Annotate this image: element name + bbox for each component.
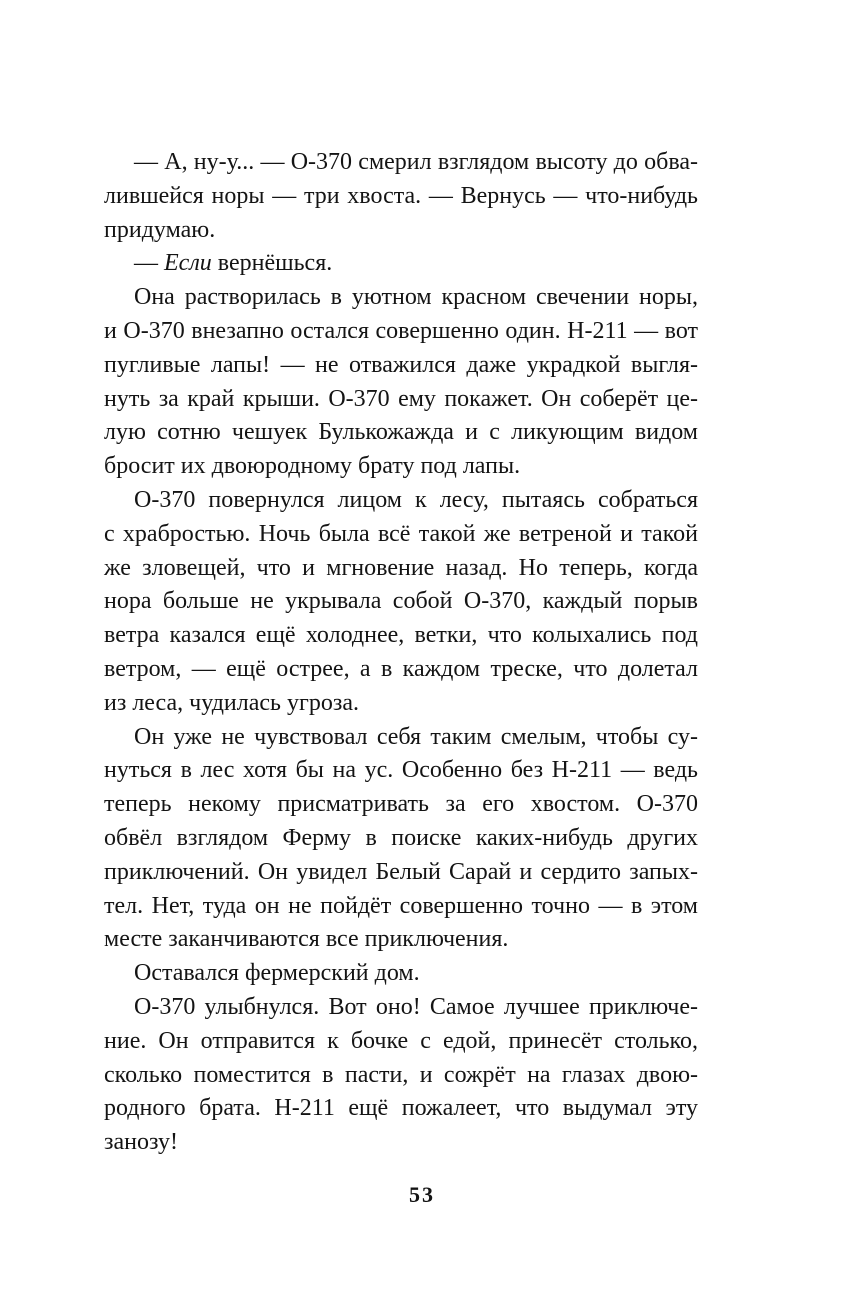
text-fragment: вернёшься. [211, 250, 333, 277]
page-number: 53 [409, 1182, 435, 1207]
page-text [104, 146, 698, 1160]
text-line: Она растворилась в уютном красном свечении норы, [134, 284, 698, 311]
text-line: родного брата. Н-211 ещё пожалеет, что выдумал эту [104, 1095, 698, 1122]
text-line: тел. Нет, туда он не пойдёт совершенно точно — в этом [104, 892, 698, 919]
text-line: Оставался фермерский дом. [134, 960, 420, 987]
text-line: теперь некому присматривать за его хвостом. О-370 [104, 791, 698, 818]
text-line: Он уже не чувствовал себя таким смелым, чтобы су- [134, 723, 698, 750]
text-line: с храбростью. Ночь была всё такой же ветреной и такой [104, 520, 698, 547]
text-line: приключений. Он увидел Белый Сарай и сердито запых- [104, 858, 698, 885]
text-line: обвёл взглядом Ферму в поиске каких-нибудь других [104, 824, 698, 851]
text-line: придумаю. [104, 216, 216, 243]
text-line: нора больше не укрывала собой О-370, каждый порыв [104, 588, 698, 615]
text-line: лившейся норы — три хвоста. — Вернусь — что-нибудь [104, 182, 698, 209]
text-line: О-370 повернулся лицом к лесу, пытаясь собраться [134, 486, 698, 513]
text-line: нуться в лес хотя бы на ус. Особенно без Н-211 — ведь [104, 757, 698, 784]
text-line: лую сотню чешуек Булькожажда и с ликующим видом [104, 419, 698, 446]
text-line: сколько поместится в пасти, и сожрёт на глазах двою- [104, 1061, 698, 1088]
italic-word: Если [164, 250, 212, 277]
text-line: занозу! [104, 1129, 178, 1156]
text-line [104, 247, 698, 281]
text-line: нуть за край крыши. О-370 ему покажет. Он соберёт це- [104, 385, 698, 412]
text-line: же зловещей, что и мгновение назад. Но теперь, когда [104, 554, 698, 581]
text-line: ние. Он отправится к бочке с едой, принесёт столько, [104, 1027, 698, 1054]
text-line: ветра казался ещё холоднее, ветки, что колыхались под [104, 622, 698, 649]
text-line: и О-370 внезапно остался совершенно один. Н-211 — вот [104, 317, 698, 344]
text-line: пугливые лапы! — не отважился даже украдкой выгля- [104, 351, 698, 378]
text-line: ветром, — ещё острее, а в каждом треске, что долетал [104, 655, 698, 682]
text-line: из леса, чудилась угроза. [104, 689, 359, 716]
text-line: бросит их двоюродному брату под лапы. [104, 453, 521, 480]
dash: — [134, 250, 164, 277]
text-line: О-370 улыбнулся. Вот оно! Самое лучшее приключе- [134, 993, 698, 1020]
text-line: — А, ну-у... — О-370 смерил взглядом высоту до обва- [134, 149, 698, 175]
text-line: месте заканчиваются все приключения. [104, 926, 509, 953]
